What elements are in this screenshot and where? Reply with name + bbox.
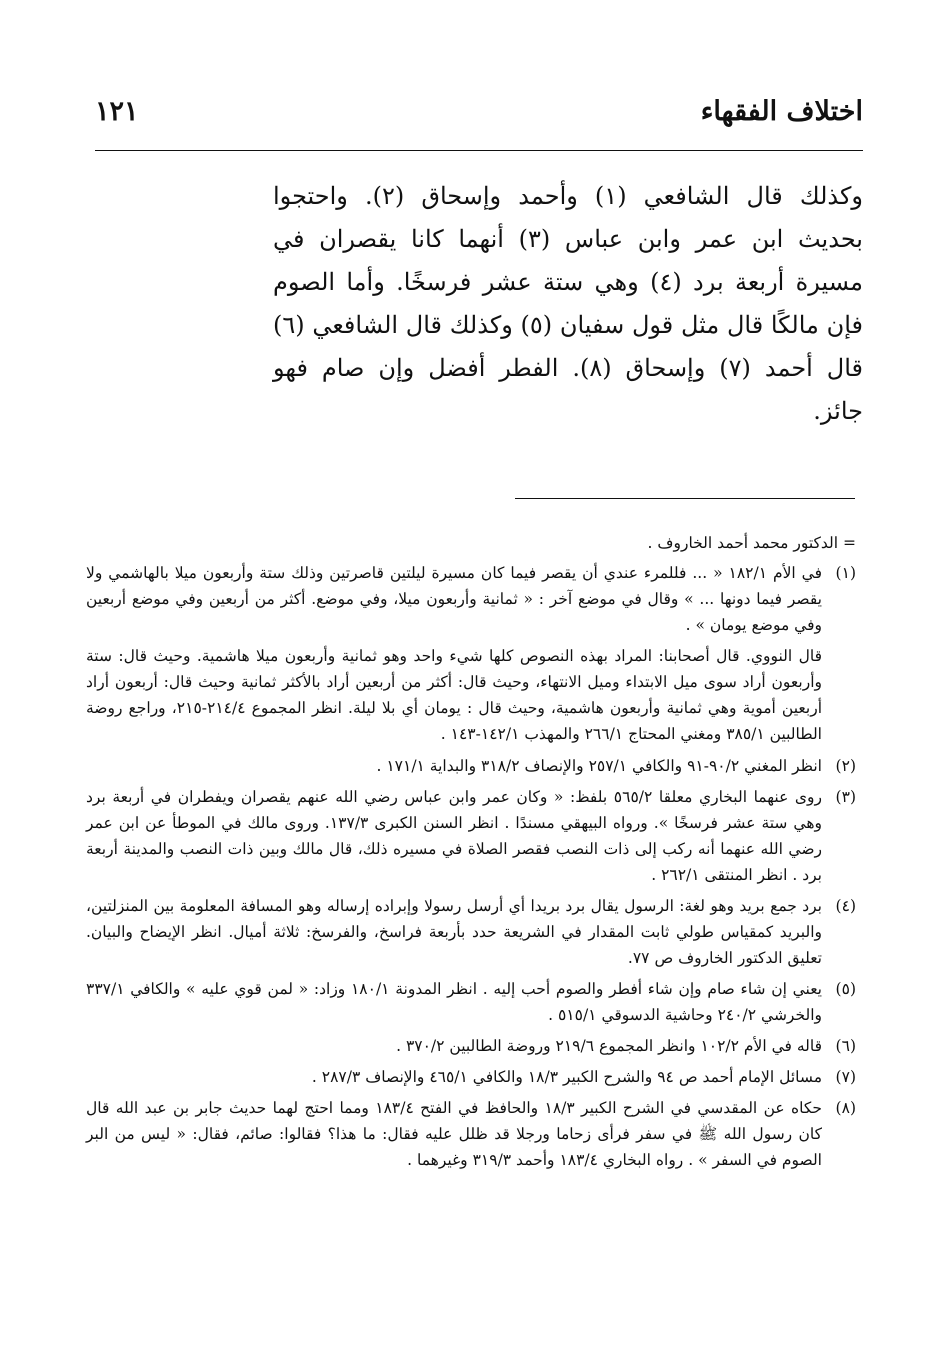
footnote-text: برد جمع بريد وهو لغة: الرسول يقال برد بريدا أي أرسل رسولا وإبراده إرساله وهو المسافة المعلومة بين المنزلتين، والبريد كمقياس طولي ثابت المقدار في الشريعة حدد بأربعة فراسخ، والفرسخ: ثلاثة أميال. انظر الإيضاح والبيان. تعليق الدكتور الخاروف ص ٧٧. — [86, 897, 822, 967]
footnote-text: روى عنهما البخاري معلقا ٥٦٥/٢ بلفظ: « وكان عمر وابن عباس رضي الله عنهم يقصران ويفطران في أربعة برد وهي ستة عشر فرسخًا ». ورواه البيهقي مسندًا . انظر السنن الكبرى ١٣٧/٣. وروى مالك في الموطأ عن ابن عمر رضي الله عنهما أنه ركب إلى ذات النصب فقصر الصلاة في مسيره ذلك، قال مالك وبين ذات النصب والمدينة أربعة برد . انظر المنتقى ٢٦٢/١ . — [86, 788, 823, 884]
footnote-5 — [86, 976, 856, 1028]
footnote-continuation: = الدكتور محمد أحمد الخاروف . — [647, 534, 856, 552]
footnote-7 — [86, 1064, 856, 1090]
footnote-text: مسائل الإمام أحمد ص ٩٤ والشرح الكبير ١٨/٣ والكافي ٤٦٥/١ والإنصاف ٢٨٧/٣ . — [311, 1068, 822, 1086]
footnote-text: حكاه عن المقدسي في الشرح الكبير ١٨/٣ والحافظ في الفتح ١٨٣/٤ ومما احتج لهما حديث جابر بن عبد الله قال كان رسول الله ﷺ في سفر فرأى زحاما ورجلا قد ظلل عليه فقال: ما هذا؟ فقالوا: صائم، فقال: « ليس من البر الصوم في السفر » . رواه البخاري ١٨٣/٤ وأحمد ٣١٩/٣ وغيرهما . — [86, 1099, 822, 1169]
footnote-4 — [86, 893, 856, 971]
main-paragraph: وكذلك قال الشافعي (١) وأحمد وإسحاق (٢). واحتجوا بحديث ابن عمر وابن عباس (٣) أنهما كانا يقصران في مسيرة أربعة برد (٤) وهي ستة عشر فرسخًا. وأما الصوم فإن مالكًا قال مثل قول سفيان (٥) وكذلك قال الشافعي (٦) قال أحمد (٧) وإسحاق (٨). الفطر أفضل وإن صام فهو جائز. — [273, 182, 864, 425]
footnote-number: (٧) — [835, 1068, 856, 1086]
running-title: اختلاف الفقهاء — [700, 96, 863, 127]
footnote-number: (١) — [835, 564, 856, 582]
page-header — [95, 92, 863, 136]
footnote-number: (٥) — [835, 980, 856, 998]
main-text — [273, 175, 863, 433]
header-rule — [95, 150, 863, 151]
footnote-separator — [515, 498, 855, 499]
footnote-number: (٣) — [835, 788, 856, 806]
footnote-text: قاله في الأم ١٠٢/٢ وانظر المجموع ٢١٩/٦ وروضة الطالبين ٣٧٠/٢ . — [396, 1037, 822, 1055]
footnote-3 — [86, 784, 856, 888]
footnotes — [86, 530, 856, 1178]
footnote-6 — [86, 1033, 856, 1059]
footnote-1-extra: قال النووي. قال أصحابنا: المراد بهذه النصوص كلها شيء واحد وهو ثمانية وأربعون ميلا هاشمية. وحيث قال: ستة وأربعون أراد سوى ميل الابتداء وميل الانتهاء، وحيث قال: أكثر من أربعين أراد بالأكثر ثمانية وحيث قال: أربعون أراد أربعين أموية وهي ثمانية وأربعون هاشمية، وحيث قال : يومان أي بلا ليلة. انظر المجموع ٢١٤/٤-٢١٥، وراجع روضة الطالبين ٣٨٥/١ ومغني المحتاج ٢٦٦/١ والمهذب ١٤٢/١-١٤٣ . — [86, 647, 822, 743]
footnote-text: في الأم ١٨٢/١ « ... فللمرء عندي أن يقصر فيما كان مسيرة ليلتين قاصرتين وذلك ستة وأربعون ميلا بالهاشمي ولا يقصر فيما دونها ... » وقال في موضع آخر : « ثمانية وأربعون ميلا، وفي موضع. أكثر من أربعين وفي موضع أربعين وفي موضع يومان » . — [86, 564, 822, 634]
footnote-number: (٢) — [835, 757, 856, 775]
footnote-text: يعني إن شاء صام وإن شاء أفطر والصوم أحب إليه . انظر المدونة ١٨٠/١ وزاد: « لمن قوي عليه » والكافي ٣٣٧/١ والخرشي ٢٤٠/٢ وحاشية الدسوقي ٥١٥/١ . — [86, 980, 822, 1024]
footnote-text: انظر المغني ٩٠/٢-٩١ والكافي ٢٥٧/١ والإنصاف ٣١٨/٢ والبداية ١٧١/١ . — [376, 757, 822, 775]
footnote-number: (٤) — [835, 897, 856, 915]
footnote-number: (٦) — [835, 1037, 856, 1055]
footnote-number: (٨) — [835, 1099, 856, 1117]
footnote-1 — [86, 560, 856, 638]
page-number: ١٢١ — [95, 96, 139, 127]
footnote-2 — [86, 753, 856, 779]
footnote-8 — [86, 1095, 856, 1173]
